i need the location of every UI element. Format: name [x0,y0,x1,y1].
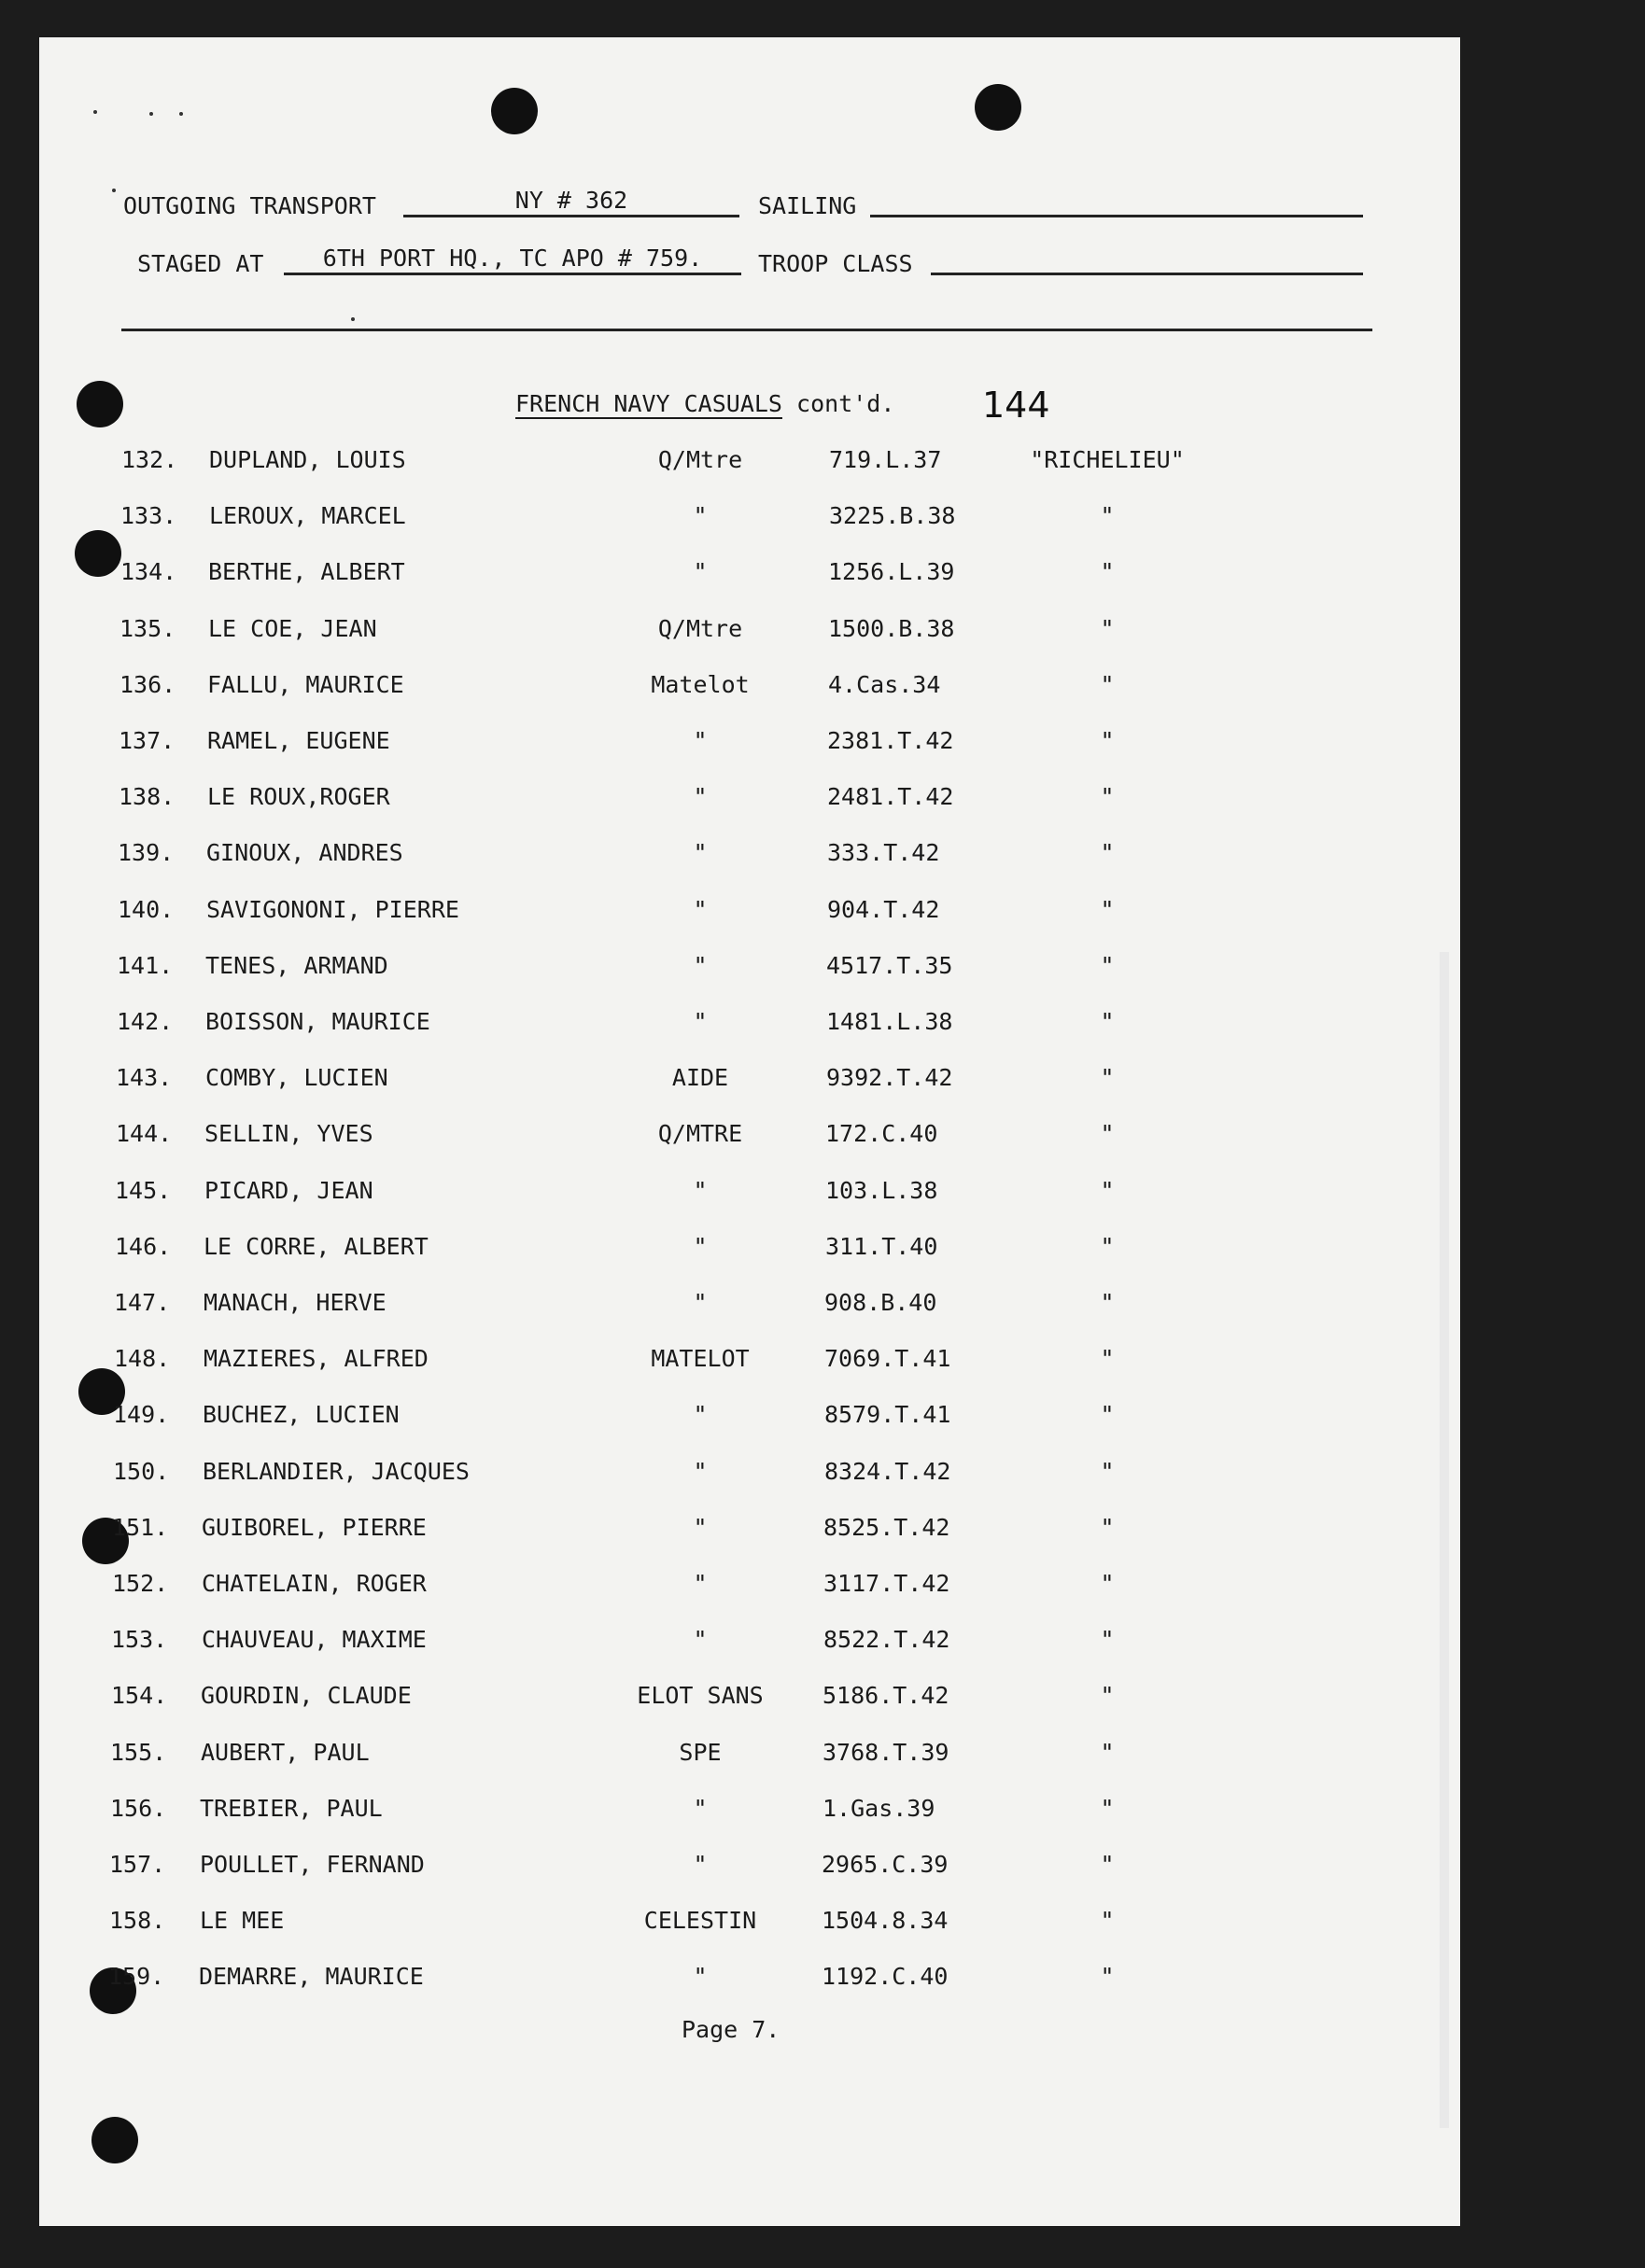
speck [93,110,97,114]
roster-row [39,446,1460,483]
roster-row [39,1626,1460,1663]
section-title [515,390,894,417]
row-matricule: 7069.T.41 [824,1345,951,1372]
row-ship: " [1100,1008,1115,1035]
row-ship: " [1100,1177,1115,1204]
roster-row [39,1233,1460,1270]
punch-hole [77,381,123,427]
row-number: 143. [116,1064,173,1091]
roster-row [39,1514,1460,1551]
row-name: DEMARRE, MAURICE [199,1963,424,1990]
row-matricule: 5186.T.42 [822,1682,949,1709]
row-matricule: 904.T.42 [827,896,940,923]
row-name: LE COE, JEAN [208,615,377,642]
row-name: GINOUX, ANDRES [206,839,403,866]
roster-row [39,1795,1460,1832]
roster-row [39,839,1460,876]
row-name: BUCHEZ, LUCIEN [203,1401,400,1428]
row-rank: " [693,1401,708,1428]
roster-row [39,896,1460,933]
row-number: 159. [108,1963,165,1990]
speck [351,317,355,321]
row-name: POULLET, FERNAND [200,1851,425,1878]
row-number: 155. [110,1739,167,1766]
row-ship: " [1100,1514,1115,1541]
outgoing-transport-value: NY # 362 [514,187,628,214]
row-ship: " [1100,1458,1115,1485]
roster-row [39,1739,1460,1776]
row-matricule: 719.L.37 [829,446,942,473]
row-number: 145. [115,1177,172,1204]
row-name: BOISSON, MAURICE [205,1008,430,1035]
row-ship: " [1100,952,1115,979]
roster-row [39,1851,1460,1888]
row-rank: " [693,1514,708,1541]
row-matricule: 103.L.38 [825,1177,938,1204]
row-ship: " [1100,1963,1115,1990]
row-rank: " [693,1570,708,1597]
row-name: LE CORRE, ALBERT [204,1233,429,1260]
header-divider [121,329,1372,331]
row-name: CHAUVEAU, MAXIME [202,1626,427,1653]
row-matricule: 1192.C.40 [822,1963,949,1990]
row-number: 141. [117,952,174,979]
row-matricule: 1500.B.38 [828,615,955,642]
row-name: BERLANDIER, JACQUES [203,1458,470,1485]
roster-row [39,558,1460,595]
row-rank: Q/MTRE [657,1120,743,1147]
row-number: 152. [112,1570,169,1597]
row-name: SAVIGONONI, PIERRE [206,896,459,923]
speck [149,112,153,116]
roster-row [39,1401,1460,1438]
roster-row [39,1345,1460,1382]
row-ship: " [1100,1851,1115,1878]
row-rank: " [693,783,708,810]
outgoing-transport-label: OUTGOING TRANSPORT [123,192,376,219]
roster-row [39,1120,1460,1157]
roster-row [39,1064,1460,1101]
row-matricule: 4517.T.35 [826,952,953,979]
roster-row [39,1289,1460,1326]
row-name: GOURDIN, CLAUDE [201,1682,412,1709]
roster-row [39,783,1460,820]
row-matricule: 908.B.40 [824,1289,937,1316]
roster-row [39,1570,1460,1607]
row-number: 156. [110,1795,167,1822]
row-rank: " [693,558,708,585]
row-matricule: 3225.B.38 [829,502,956,529]
row-number: 154. [111,1682,168,1709]
row-ship: " [1100,1739,1115,1766]
roster-row [39,502,1460,539]
row-matricule: 333.T.42 [827,839,940,866]
section-title-suffix: cont'd. [796,390,895,417]
row-ship: " [1100,1570,1115,1597]
row-ship: " [1100,1289,1115,1316]
row-number: 140. [118,896,175,923]
row-name: SELLIN, YVES [204,1120,373,1147]
row-rank: " [693,1458,708,1485]
row-matricule: 9392.T.42 [826,1064,953,1091]
row-ship: " [1100,727,1115,754]
row-rank: Matelot [651,671,750,698]
roster-row [39,1907,1460,1944]
roster-row [39,1177,1460,1214]
row-number: 138. [119,783,176,810]
speck [179,112,183,116]
row-number: 144. [116,1120,173,1147]
roster-row [39,615,1460,652]
row-number: 142. [117,1008,174,1035]
row-rank: ELOT SANS [637,1682,764,1709]
row-rank: " [693,1177,708,1204]
row-ship: " [1100,896,1115,923]
row-matricule: 3117.T.42 [823,1570,950,1597]
row-number: 135. [120,615,176,642]
row-number: 147. [114,1289,171,1316]
row-number: 150. [113,1458,170,1485]
row-ship: " [1100,671,1115,698]
row-number: 132. [121,446,178,473]
speck [112,189,116,192]
row-matricule: 8579.T.41 [824,1401,951,1428]
row-name: TENES, ARMAND [205,952,388,979]
row-number: 149. [113,1401,170,1428]
section-title-text: FRENCH NAVY CASUALS [515,390,782,417]
outgoing-transport-field [403,187,739,217]
row-matricule: 1504.8.34 [822,1907,949,1934]
row-rank: AIDE [671,1064,729,1091]
punch-hole [975,84,1021,131]
row-rank: " [693,502,708,529]
row-ship: "RICHELIEU" [1030,446,1185,473]
row-number: 137. [119,727,176,754]
row-rank: Q/Mtre [657,446,743,473]
page-number: Page 7. [682,2016,780,2043]
roster-row [39,1963,1460,2000]
row-matricule: 2381.T.42 [827,727,954,754]
row-number: 151. [112,1514,169,1541]
row-rank: " [693,1851,708,1878]
row-number: 136. [120,671,176,698]
row-matricule: 8324.T.42 [824,1458,951,1485]
row-number: 148. [114,1345,171,1372]
row-name: COMBY, LUCIEN [205,1064,388,1091]
row-rank: " [693,1233,708,1260]
row-ship: " [1100,1682,1115,1709]
row-rank: MATELOT [651,1345,750,1372]
row-name: BERTHE, ALBERT [208,558,405,585]
row-name: CHATELAIN, ROGER [202,1570,427,1597]
row-rank: " [693,952,708,979]
row-ship: " [1100,839,1115,866]
punch-hole [91,2117,138,2163]
row-number: 157. [109,1851,166,1878]
row-name: GUIBOREL, PIERRE [202,1514,427,1541]
row-rank: " [693,1008,708,1035]
roster-row [39,1682,1460,1719]
row-name: FALLU, MAURICE [207,671,404,698]
row-ship: " [1100,1233,1115,1260]
row-ship: " [1100,783,1115,810]
row-rank: " [693,1795,708,1822]
row-ship: " [1100,1907,1115,1934]
row-name: TREBIER, PAUL [200,1795,383,1822]
sailing-label: SAILING [758,192,857,219]
row-rank: " [693,1626,708,1653]
staged-at-label: STAGED AT [137,250,264,277]
row-name: LE ROUX,ROGER [207,783,390,810]
handwritten-page-number: 144 [982,385,1050,426]
row-name: LE MEE [200,1907,285,1934]
row-matricule: 4.Cas.34 [828,671,941,698]
roster-row [39,671,1460,708]
sailing-field [870,187,1363,217]
row-matricule: 1481.L.38 [826,1008,953,1035]
row-rank: SPE [679,1739,722,1766]
row-ship: " [1100,1064,1115,1091]
row-matricule: 172.C.40 [825,1120,938,1147]
row-ship: " [1100,1795,1115,1822]
row-ship: " [1100,1120,1115,1147]
row-number: 153. [111,1626,168,1653]
row-name: LEROUX, MARCEL [209,502,406,529]
row-number: 139. [118,839,175,866]
row-matricule: 311.T.40 [825,1233,938,1260]
punch-hole [491,88,538,134]
row-ship: " [1100,615,1115,642]
row-matricule: 2965.C.39 [822,1851,949,1878]
row-name: PICARD, JEAN [204,1177,373,1204]
row-ship: " [1100,502,1115,529]
row-matricule: 1.Gas.39 [822,1795,935,1822]
row-number: 158. [109,1907,166,1934]
roster-row [39,952,1460,989]
document-page [39,37,1460,2226]
row-matricule: 3768.T.39 [822,1739,949,1766]
row-rank: " [693,839,708,866]
row-number: 146. [115,1233,172,1260]
troop-class-field [931,245,1363,275]
row-matricule: 1256.L.39 [828,558,955,585]
row-name: MAZIERES, ALFRED [204,1345,429,1372]
roster-row [39,1008,1460,1045]
row-number: 133. [120,502,177,529]
row-rank: " [693,896,708,923]
row-number: 134. [120,558,177,585]
row-rank: " [693,727,708,754]
roster-row [39,1458,1460,1495]
row-rank: CELESTIN [643,1907,757,1934]
row-ship: " [1100,1401,1115,1428]
row-matricule: 8525.T.42 [823,1514,950,1541]
troop-class-label: TROOP CLASS [758,250,913,277]
row-ship: " [1100,1345,1115,1372]
row-rank: Q/Mtre [657,615,743,642]
roster-row [39,727,1460,764]
row-matricule: 8522.T.42 [823,1626,950,1653]
row-rank: " [693,1963,708,1990]
row-name: DUPLAND, LOUIS [209,446,406,473]
staged-at-value: 6TH PORT HQ., TC APO # 759. [322,245,703,272]
row-name: RAMEL, EUGENE [207,727,390,754]
row-ship: " [1100,1626,1115,1653]
staged-at-field [284,245,741,275]
row-name: MANACH, HERVE [204,1289,387,1316]
row-rank: " [693,1289,708,1316]
row-ship: " [1100,558,1115,585]
row-matricule: 2481.T.42 [827,783,954,810]
row-name: AUBERT, PAUL [201,1739,370,1766]
